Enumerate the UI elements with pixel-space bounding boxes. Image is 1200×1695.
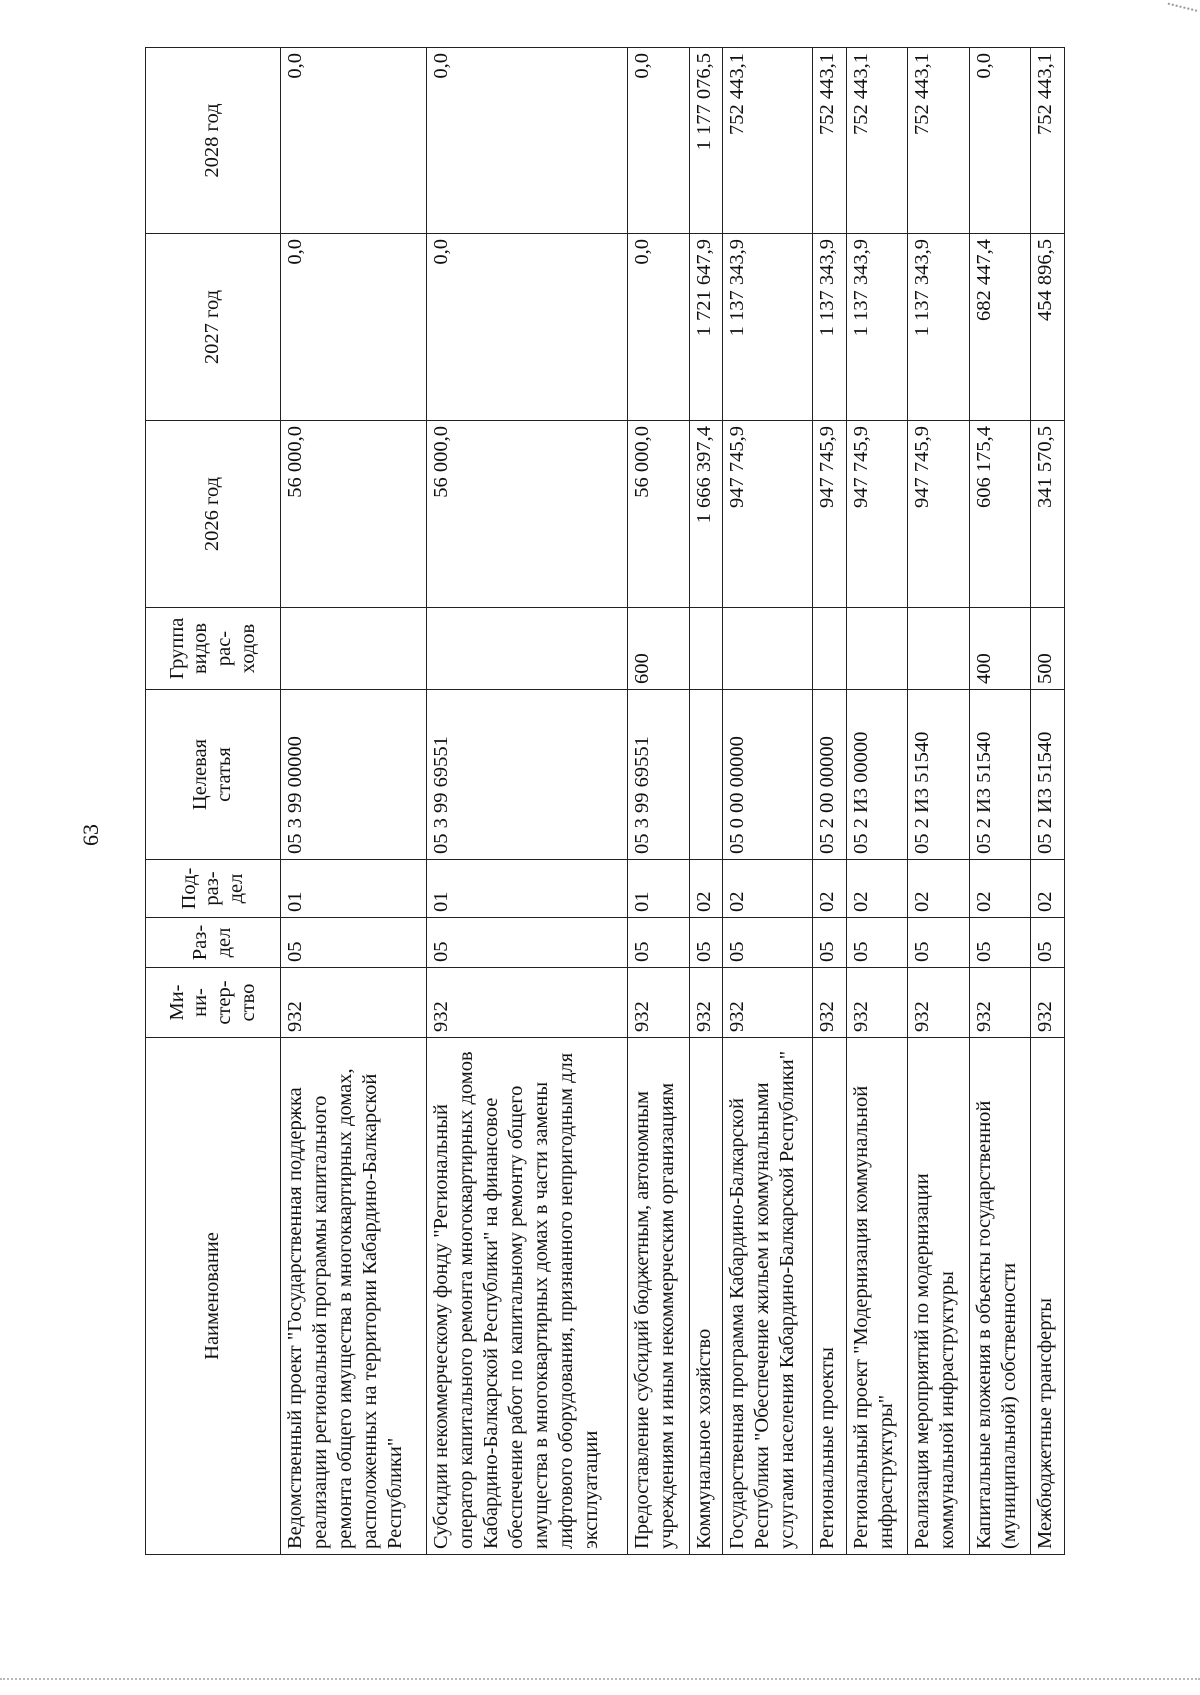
- cell-ministry: 932: [426, 968, 628, 1038]
- cell-section: 05: [908, 918, 970, 968]
- cell-target: 05 2 И3 51540: [908, 690, 970, 860]
- cell-2027: 0,0: [281, 234, 427, 421]
- cell-section: 05: [723, 918, 813, 968]
- header-subsection: Под- раз- дел: [146, 860, 281, 918]
- header-2028: 2028 год: [146, 48, 281, 234]
- cell-expense-group: [812, 608, 846, 690]
- cell-2027: 0,0: [628, 234, 690, 421]
- cell-target: [689, 690, 723, 860]
- cell-expense-group: [426, 608, 628, 690]
- cell-2027: 682 447,4: [969, 234, 1031, 421]
- table-row: [628, 48, 690, 1555]
- cell-2026: 56 000,0: [281, 421, 427, 608]
- cell-section: 05: [812, 918, 846, 968]
- cell-subsection: 01: [426, 860, 628, 918]
- cell-2026: 341 570,5: [1031, 421, 1065, 608]
- cell-2028: 752 443,1: [1031, 48, 1065, 234]
- cell-subsection: 02: [846, 860, 908, 918]
- cell-section: 05: [689, 918, 723, 968]
- cell-name: Межбюджетные трансферты: [1031, 1038, 1065, 1555]
- table-row: [908, 48, 970, 1555]
- cell-target: 05 2 И3 51540: [969, 690, 1031, 860]
- header-ministry: Ми- ни- стер- ство: [146, 968, 281, 1038]
- cell-2027: 1 137 343,9: [846, 234, 908, 421]
- cell-2028: 752 443,1: [908, 48, 970, 234]
- cell-expense-group: 600: [628, 608, 690, 690]
- cell-expense-group: [689, 608, 723, 690]
- scan-edge-artifact: [0, 1678, 1200, 1680]
- budget-table: [145, 47, 1065, 1555]
- cell-2028: 752 443,1: [812, 48, 846, 234]
- table-header-row: [146, 48, 281, 1555]
- header-section: Раз- дел: [146, 918, 281, 968]
- cell-2027: 1 137 343,9: [723, 234, 813, 421]
- table-row: [426, 48, 628, 1555]
- cell-name: Ведомственный проект "Государственная поддержка реализации региональной программы капитального ремонта общего имущества в многоквартирных домах, расположенных на территории Кабардино-Балкарской Республики": [281, 1038, 427, 1555]
- scan-artifact: [1165, 3, 1197, 24]
- cell-ministry: 932: [846, 968, 908, 1038]
- cell-name: Реализация мероприятий по модернизации коммунальной инфраструктуры: [908, 1038, 970, 1555]
- cell-subsection: 02: [723, 860, 813, 918]
- cell-ministry: 932: [812, 968, 846, 1038]
- cell-ministry: 932: [689, 968, 723, 1038]
- cell-2028: 752 443,1: [846, 48, 908, 234]
- cell-section: 05: [628, 918, 690, 968]
- cell-2026: 56 000,0: [426, 421, 628, 608]
- cell-2026: 947 745,9: [846, 421, 908, 608]
- cell-name: Региональные проекты: [812, 1038, 846, 1555]
- cell-expense-group: 400: [969, 608, 1031, 690]
- cell-subsection: 02: [969, 860, 1031, 918]
- page-number: 63: [78, 824, 103, 846]
- cell-name: Предоставление субсидий бюджетным, автономным учреждениям и иным некоммерческим организациям: [628, 1038, 690, 1555]
- cell-section: 05: [1031, 918, 1065, 968]
- table-row: [689, 48, 723, 1555]
- cell-2026: 947 745,9: [723, 421, 813, 608]
- cell-target: 05 3 99 69551: [426, 690, 628, 860]
- cell-name: Коммунальное хозяйство: [689, 1038, 723, 1555]
- rotated-page-content: [145, 48, 1065, 1555]
- cell-expense-group: 500: [1031, 608, 1065, 690]
- cell-2026: 606 175,4: [969, 421, 1031, 608]
- cell-2027: 1 137 343,9: [908, 234, 970, 421]
- cell-subsection: 02: [812, 860, 846, 918]
- table-row: [812, 48, 846, 1555]
- cell-subsection: 01: [628, 860, 690, 918]
- cell-subsection: 02: [908, 860, 970, 918]
- cell-ministry: 932: [969, 968, 1031, 1038]
- cell-target: 05 2 И3 51540: [1031, 690, 1065, 860]
- cell-2028: 0,0: [628, 48, 690, 234]
- cell-section: 05: [969, 918, 1031, 968]
- cell-name: Государственная программа Кабардино-Балкарской Республики "Обеспечение жильем и коммунальными услугами населения Кабардино-Балкарской Республики": [723, 1038, 813, 1555]
- cell-subsection: 02: [689, 860, 723, 918]
- cell-ministry: 932: [281, 968, 427, 1038]
- cell-2026: 1 666 397,4: [689, 421, 723, 608]
- cell-2028: 1 177 076,5: [689, 48, 723, 234]
- cell-section: 05: [846, 918, 908, 968]
- cell-2028: 752 443,1: [723, 48, 813, 234]
- cell-ministry: 932: [908, 968, 970, 1038]
- cell-2026: 56 000,0: [628, 421, 690, 608]
- cell-subsection: 02: [1031, 860, 1065, 918]
- cell-expense-group: [908, 608, 970, 690]
- table-row: [846, 48, 908, 1555]
- cell-2027: 1 721 647,9: [689, 234, 723, 421]
- cell-expense-group: [281, 608, 427, 690]
- cell-expense-group: [846, 608, 908, 690]
- cell-2028: 0,0: [426, 48, 628, 234]
- table-row: [1031, 48, 1065, 1555]
- cell-2028: 0,0: [281, 48, 427, 234]
- cell-ministry: 932: [1031, 968, 1065, 1038]
- header-2027: 2027 год: [146, 234, 281, 421]
- table-row: [723, 48, 813, 1555]
- cell-target: 05 2 И3 00000: [846, 690, 908, 860]
- header-expense-group: Группа видов рас- ходов: [146, 608, 281, 690]
- header-target: Целевая статья: [146, 690, 281, 860]
- cell-target: 05 3 99 69551: [628, 690, 690, 860]
- header-name: Наименование: [146, 1038, 281, 1555]
- cell-section: 05: [426, 918, 628, 968]
- cell-2027: 1 137 343,9: [812, 234, 846, 421]
- cell-2027: 454 896,5: [1031, 234, 1065, 421]
- cell-name: Субсидии некоммерческому фонду "Региональный оператор капитального ремонта многоквартирных домов Кабардино-Балкарской Республики" на финансовое обеспечение работ по капитальному ремонту общего имущества в многоквартирных домах в части замены лифтового оборудования, признанного непригодным для эксплуатации: [426, 1038, 628, 1555]
- cell-name: Региональный проект "Модернизация коммунальной инфраструктуры": [846, 1038, 908, 1555]
- cell-name: Капитальные вложения в объекты государственной (муниципальной) собственности: [969, 1038, 1031, 1555]
- cell-2026: 947 745,9: [812, 421, 846, 608]
- cell-target: 05 2 00 00000: [812, 690, 846, 860]
- cell-ministry: 932: [723, 968, 813, 1038]
- cell-target: 05 0 00 00000: [723, 690, 813, 860]
- cell-ministry: 932: [628, 968, 690, 1038]
- cell-2028: 0,0: [969, 48, 1031, 234]
- table-row: [969, 48, 1031, 1555]
- cell-target: 05 3 99 00000: [281, 690, 427, 860]
- cell-2026: 947 745,9: [908, 421, 970, 608]
- cell-section: 05: [281, 918, 427, 968]
- cell-expense-group: [723, 608, 813, 690]
- cell-2027: 0,0: [426, 234, 628, 421]
- header-2026: 2026 год: [146, 421, 281, 608]
- cell-subsection: 01: [281, 860, 427, 918]
- table-row: [281, 48, 427, 1555]
